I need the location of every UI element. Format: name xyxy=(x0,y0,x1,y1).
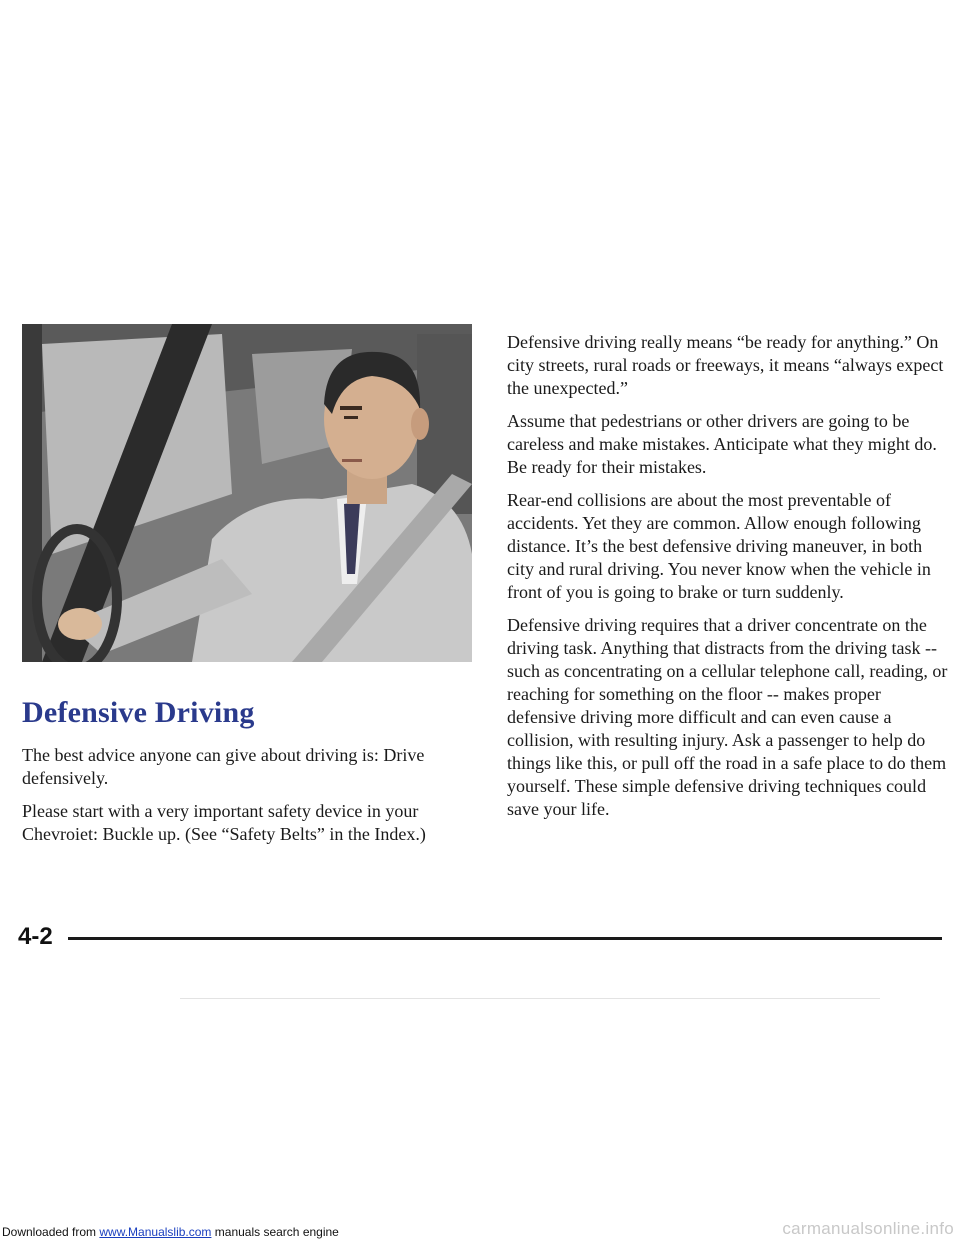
section-title: Defensive Driving xyxy=(22,696,255,729)
right-column xyxy=(507,331,951,831)
watermark: carmanualsonline.info xyxy=(782,1219,954,1238)
footer-prefix: Downloaded from xyxy=(2,1225,100,1239)
footer-suffix: manuals search engine xyxy=(211,1225,339,1239)
footer-rule xyxy=(68,937,942,940)
paragraph: The best advice anyone can give about driving is: Drive defensively. xyxy=(22,745,425,788)
left-column xyxy=(22,744,482,856)
manualslib-link[interactable]: www.Manualslib.com xyxy=(99,1225,212,1239)
download-footer xyxy=(2,1225,339,1239)
paragraph: Defensive driving requires that a driver concentrate on the driving task. Anything that distracts from the driving task -- such as concentrating on a cellular telephone call, reading, or reaching for something on the floor -- makes proper defensive driving more difficult and can even cause a collision, with resulting injury. Ask a passenger to help do things like this, or pull off the road in a safe place to do them yourself. These simple defensive driving techniques could save your life. xyxy=(507,615,948,819)
driver-illustration xyxy=(22,324,472,662)
paragraph: Assume that pedestrians or other drivers are going to be careless and make mistakes. Anticipate what they might do. Be ready for their mistakes. xyxy=(507,411,937,477)
page-number: 4-2 xyxy=(18,923,53,950)
paragraph: Rear-end collisions are about the most preventable of accidents. Yet they are common. Allow enough following distance. It’s the best defensive driving maneuver, in both city and rural driving. You never know when the vehicle in front of you is going to brake or turn suddenly. xyxy=(507,490,931,602)
man-driving-car-illustration xyxy=(22,324,472,662)
paragraph: Defensive driving really means “be ready for anything.” On city streets, rural roads or freeways, it means “always expect the unexpected.” xyxy=(507,332,944,398)
paragraph: Please start with a very important safety device in your Chevroiet: Buckle up. (See “Safety Belts” in the Index.) xyxy=(22,801,426,844)
faint-divider xyxy=(180,998,880,999)
